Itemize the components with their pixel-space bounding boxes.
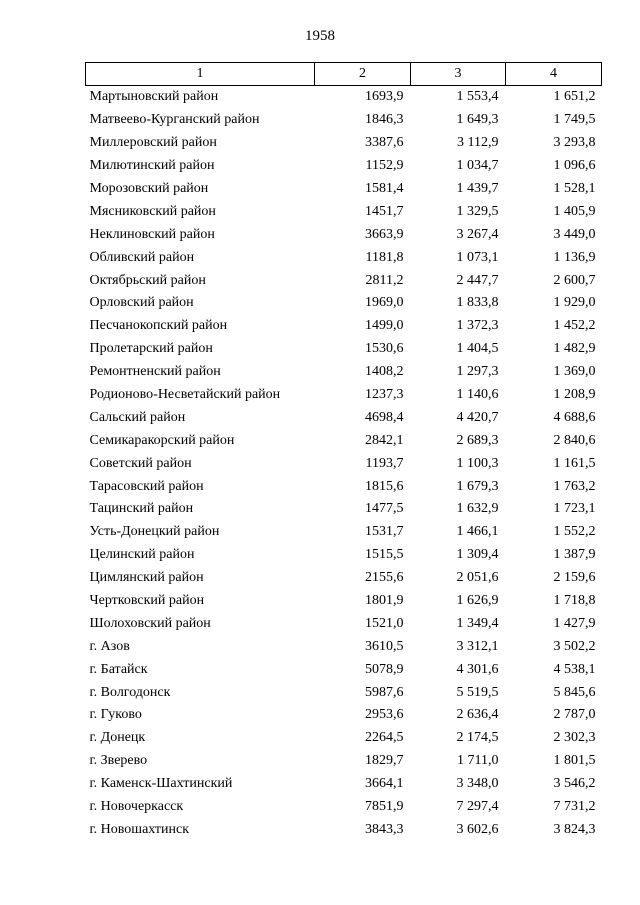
value-col-3: 1 140,6 [456, 387, 499, 403]
table-row [86, 132, 602, 155]
value-col-2: 1499,0 [365, 318, 404, 334]
territory-name: Милютинский район [89, 158, 215, 174]
value-col-2: 1181,8 [365, 249, 404, 265]
value-col-2: 1152,9 [365, 158, 404, 174]
value-col-4: 1 552,2 [553, 524, 596, 540]
table-row [86, 612, 602, 635]
value-col-3: 1 632,9 [456, 501, 499, 517]
value-col-2: 2155,6 [365, 570, 404, 586]
value-col-2: 2264,5 [365, 730, 404, 746]
table-row [86, 590, 602, 613]
value-col-2: 2953,6 [365, 707, 404, 723]
value-col-2: 3843,3 [365, 821, 404, 837]
value-col-4: 2 302,3 [553, 730, 596, 746]
value-col-2: 1521,0 [365, 615, 404, 631]
value-col-3: 1 404,5 [456, 341, 499, 357]
value-col-4: 1 096,6 [553, 158, 596, 174]
value-col-4: 1 427,9 [553, 615, 596, 631]
territory-name: Мартыновский район [89, 89, 219, 105]
value-col-3: 1 711,0 [457, 753, 499, 769]
value-col-3: 1 100,3 [456, 455, 499, 471]
table-row [86, 727, 602, 750]
value-col-3: 1 349,4 [456, 615, 499, 631]
value-col-4: 3 824,3 [553, 821, 596, 837]
value-col-4: 1 749,5 [553, 112, 596, 128]
territory-name: Октябрьский район [89, 272, 206, 288]
value-col-4: 1 405,9 [553, 203, 596, 219]
territory-name: г. Донецк [89, 730, 146, 746]
value-col-4: 2 159,6 [553, 570, 596, 586]
column-header-4: 4 [506, 63, 602, 86]
value-col-2: 1515,5 [365, 547, 404, 563]
column-header-3: 3 [411, 63, 506, 86]
table-row [86, 704, 602, 727]
territory-name: г. Новошахтинск [89, 821, 190, 837]
value-col-2: 2842,1 [365, 432, 404, 448]
table-row [86, 567, 602, 590]
table-row [86, 406, 602, 429]
table-row [86, 315, 602, 338]
value-col-3: 1 679,3 [456, 478, 499, 494]
value-col-4: 2 787,0 [553, 707, 596, 723]
value-col-3: 1 439,7 [456, 181, 499, 196]
table-row [86, 658, 602, 681]
table-row [86, 521, 602, 544]
territory-name: Орловский район [89, 295, 194, 311]
territory-name: г. Зверево [89, 753, 148, 769]
table-row [86, 452, 602, 475]
value-col-2: 1693,9 [365, 89, 404, 105]
territory-name: Целинский район [89, 547, 195, 563]
territory-name: Обливский район [89, 249, 195, 265]
value-col-2: 1237,3 [365, 387, 404, 403]
value-col-3: 2 689,3 [456, 432, 499, 448]
table-header [86, 63, 602, 86]
value-col-4: 4 688,6 [553, 409, 596, 425]
territory-name: Неклиновский район [89, 226, 215, 242]
value-col-2: 1451,7 [365, 203, 404, 219]
value-col-3: 3 267,4 [456, 226, 499, 242]
value-col-3: 1 372,3 [456, 318, 499, 334]
value-col-4: 3 502,2 [553, 638, 596, 654]
page-number: 1958 [305, 28, 335, 44]
table-row [86, 681, 602, 704]
value-col-3: 1 073,1 [456, 249, 499, 265]
column-header-2: 2 [315, 63, 411, 86]
territory-name: Родионово-Несветайский район [89, 387, 281, 403]
value-col-2: 7851,9 [365, 799, 404, 815]
value-col-2: 1815,6 [365, 478, 404, 494]
value-col-3: 1 553,4 [456, 89, 499, 105]
value-col-3: 1 309,4 [456, 547, 499, 563]
value-col-4: 1 528,1 [553, 181, 596, 196]
table-row [86, 200, 602, 223]
territory-name: Ремонтненский район [89, 364, 221, 380]
value-col-3: 4 420,7 [456, 409, 499, 425]
value-col-2: 1969,0 [365, 295, 404, 311]
value-col-4: 1 801,5 [553, 753, 596, 769]
value-col-2: 5078,9 [365, 661, 404, 677]
value-col-2: 1829,7 [365, 753, 404, 769]
value-col-2: 3387,6 [365, 135, 404, 151]
value-col-2: 3664,1 [365, 776, 404, 792]
value-col-4: 1 136,9 [553, 249, 596, 265]
value-col-2: 1408,2 [365, 364, 404, 380]
value-col-3: 2 051,6 [456, 570, 499, 586]
value-col-2: 1477,5 [365, 501, 404, 517]
value-col-3: 5 519,5 [456, 684, 499, 700]
table-row [86, 498, 602, 521]
value-col-3: 7 297,4 [456, 799, 499, 815]
table-row [86, 86, 602, 109]
value-col-2: 1581,4 [365, 181, 404, 196]
value-col-4: 4 538,1 [553, 661, 596, 677]
value-col-2: 3610,5 [365, 638, 404, 654]
value-col-2: 1801,9 [365, 593, 404, 609]
value-col-2: 5987,6 [365, 684, 404, 700]
value-col-3: 1 034,7 [456, 158, 499, 174]
value-col-3: 2 447,7 [456, 272, 499, 288]
value-col-4: 7 731,2 [553, 799, 596, 815]
territory-name: г. Волгодонск [89, 684, 171, 700]
territory-name: г. Батайск [89, 661, 148, 677]
table-row [86, 223, 602, 246]
value-col-4: 5 845,6 [553, 684, 596, 700]
value-col-4: 1 718,8 [553, 593, 596, 609]
territory-name: Тарасовский район [89, 478, 204, 494]
table-row [86, 292, 602, 315]
value-col-4: 1 369,0 [553, 364, 596, 380]
table-row [86, 475, 602, 498]
value-col-3: 2 174,5 [456, 730, 499, 746]
value-col-2: 1531,7 [365, 524, 404, 540]
value-col-2: 4698,4 [365, 409, 404, 425]
territory-name: г. Азов [89, 638, 130, 654]
table-row [86, 178, 602, 201]
territory-name: Советский район [89, 455, 192, 471]
territory-name: Песчанокопский район [89, 318, 228, 334]
value-col-2: 1530,6 [365, 341, 404, 357]
table-row [86, 246, 602, 269]
territory-name: Усть-Донецкий район [89, 524, 220, 540]
header-row [86, 63, 602, 86]
value-col-3: 1 626,9 [456, 593, 499, 609]
value-col-4: 1 763,2 [553, 478, 596, 494]
value-col-3: 3 312,1 [456, 638, 499, 654]
value-col-4: 1 482,9 [553, 341, 596, 357]
table-row [86, 635, 602, 658]
territory-name: Пролетарский район [89, 341, 213, 357]
value-col-2: 2811,2 [365, 272, 404, 288]
value-col-3: 3 112,9 [457, 135, 499, 151]
territory-name: Миллеровский район [89, 135, 217, 151]
data-table [85, 62, 602, 841]
value-col-3: 1 833,8 [456, 295, 499, 311]
table-row [86, 361, 602, 384]
value-col-2: 3663,9 [365, 226, 404, 242]
table-row [86, 155, 602, 178]
territory-name: г. Каменск-Шахтинский [89, 776, 233, 792]
territory-name: Матвеево-Курганский район [89, 112, 260, 128]
value-col-4: 1 208,9 [553, 387, 596, 403]
territory-name: г. Гуково [89, 707, 142, 723]
territory-name: Шолоховский район [89, 615, 211, 631]
table-row [86, 773, 602, 796]
value-col-3: 1 329,5 [456, 203, 499, 219]
value-col-4: 2 840,6 [553, 432, 596, 448]
value-col-3: 3 348,0 [456, 776, 499, 792]
value-col-3: 1 297,3 [456, 364, 499, 380]
value-col-4: 1 929,0 [553, 295, 596, 311]
value-col-3: 2 636,4 [456, 707, 499, 723]
value-col-4: 3 449,0 [553, 226, 596, 242]
table-row [86, 384, 602, 407]
table-row [86, 796, 602, 819]
value-col-4: 1 452,2 [553, 318, 596, 334]
table-body [86, 86, 602, 842]
territory-name: Тацинский район [89, 501, 194, 517]
column-header-1: 1 [86, 63, 315, 86]
territory-name: Мясниковский район [89, 203, 216, 219]
territory-name: Чертковский район [89, 593, 205, 609]
table-row [86, 819, 602, 842]
territory-name: г. Новочеркасск [89, 799, 184, 815]
table-row [86, 750, 602, 773]
value-col-4: 3 293,8 [553, 135, 596, 151]
territory-name: Семикаракорский район [89, 432, 235, 448]
value-col-2: 1193,7 [365, 455, 404, 471]
table-row [86, 544, 602, 567]
value-col-4: 1 161,5 [553, 455, 596, 471]
value-col-4: 3 546,2 [553, 776, 596, 792]
value-col-3: 4 301,6 [456, 661, 499, 677]
value-col-4: 1 723,1 [553, 501, 596, 517]
table-row [86, 338, 602, 361]
value-col-3: 1 649,3 [456, 112, 499, 128]
table-row [86, 429, 602, 452]
table-row [86, 109, 602, 132]
value-col-3: 3 602,6 [456, 821, 499, 837]
value-col-3: 1 466,1 [456, 524, 499, 540]
value-col-4: 2 600,7 [553, 272, 596, 288]
value-col-4: 1 387,9 [553, 547, 596, 563]
territory-name: Сальский район [89, 409, 186, 425]
value-col-4: 1 651,2 [553, 89, 596, 105]
table-row [86, 269, 602, 292]
territory-name: Морозовский район [89, 181, 209, 196]
territory-name: Цимлянский район [89, 570, 204, 586]
value-col-2: 1846,3 [365, 112, 404, 128]
